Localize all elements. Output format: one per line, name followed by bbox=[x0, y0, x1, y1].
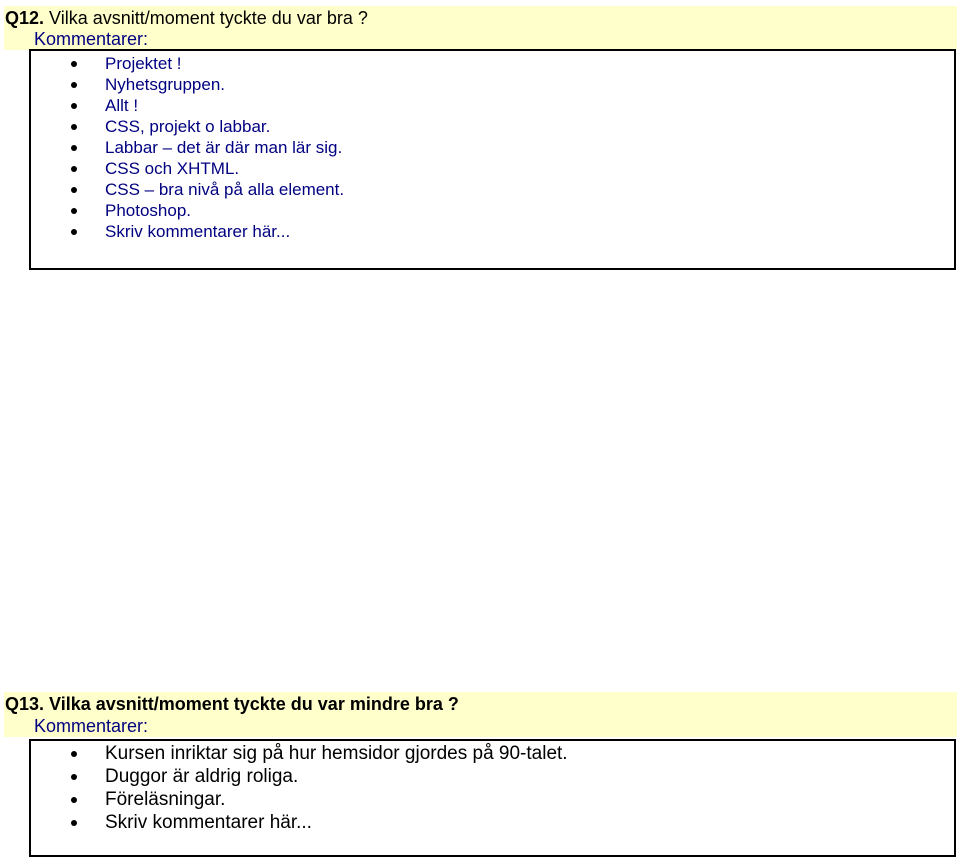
q12-comment-item: CSS – bra nivå på alla element. bbox=[31, 179, 954, 200]
q13-header bbox=[4, 692, 957, 716]
q13-comment-placeholder[interactable]: Skriv kommentarer här... bbox=[31, 811, 954, 834]
q12-comment-item: CSS och XHTML. bbox=[31, 158, 954, 179]
q13-comments-box bbox=[29, 739, 956, 857]
q12-comment-placeholder[interactable]: Skriv kommentarer här... bbox=[31, 221, 954, 242]
q13-comment-item: Duggor är aldrig roliga. bbox=[31, 765, 954, 788]
q12-number: Q12. bbox=[5, 8, 45, 28]
q13-comment-item: Föreläsningar. bbox=[31, 788, 954, 811]
q12-comment-item: Labbar – det är där man lär sig. bbox=[31, 137, 954, 158]
q13-comment-item: Kursen inriktar sig på hur hemsidor gjordes på 90-talet. bbox=[31, 742, 954, 765]
q13-comments-label: Kommentarer: bbox=[4, 715, 957, 737]
q12-question: Vilka avsnitt/moment tyckte du var bra ? bbox=[49, 8, 368, 28]
q12-header bbox=[4, 6, 957, 30]
q12-comments-box bbox=[29, 49, 956, 270]
q12-comment-item: Allt ! bbox=[31, 95, 954, 116]
q12-comments-label: Kommentarer: bbox=[4, 28, 957, 50]
q12-comment-item: Nyhetsgruppen. bbox=[31, 74, 954, 95]
q12-comment-list bbox=[31, 53, 954, 242]
q13-question: Vilka avsnitt/moment tyckte du var mindre bra ? bbox=[49, 694, 459, 714]
q12-comment-item: Photoshop. bbox=[31, 200, 954, 221]
q12-comment-item: Projektet ! bbox=[31, 53, 954, 74]
q12-comment-item: CSS, projekt o labbar. bbox=[31, 116, 954, 137]
q13-comment-list bbox=[31, 742, 954, 834]
q13-number: Q13. bbox=[5, 694, 45, 714]
